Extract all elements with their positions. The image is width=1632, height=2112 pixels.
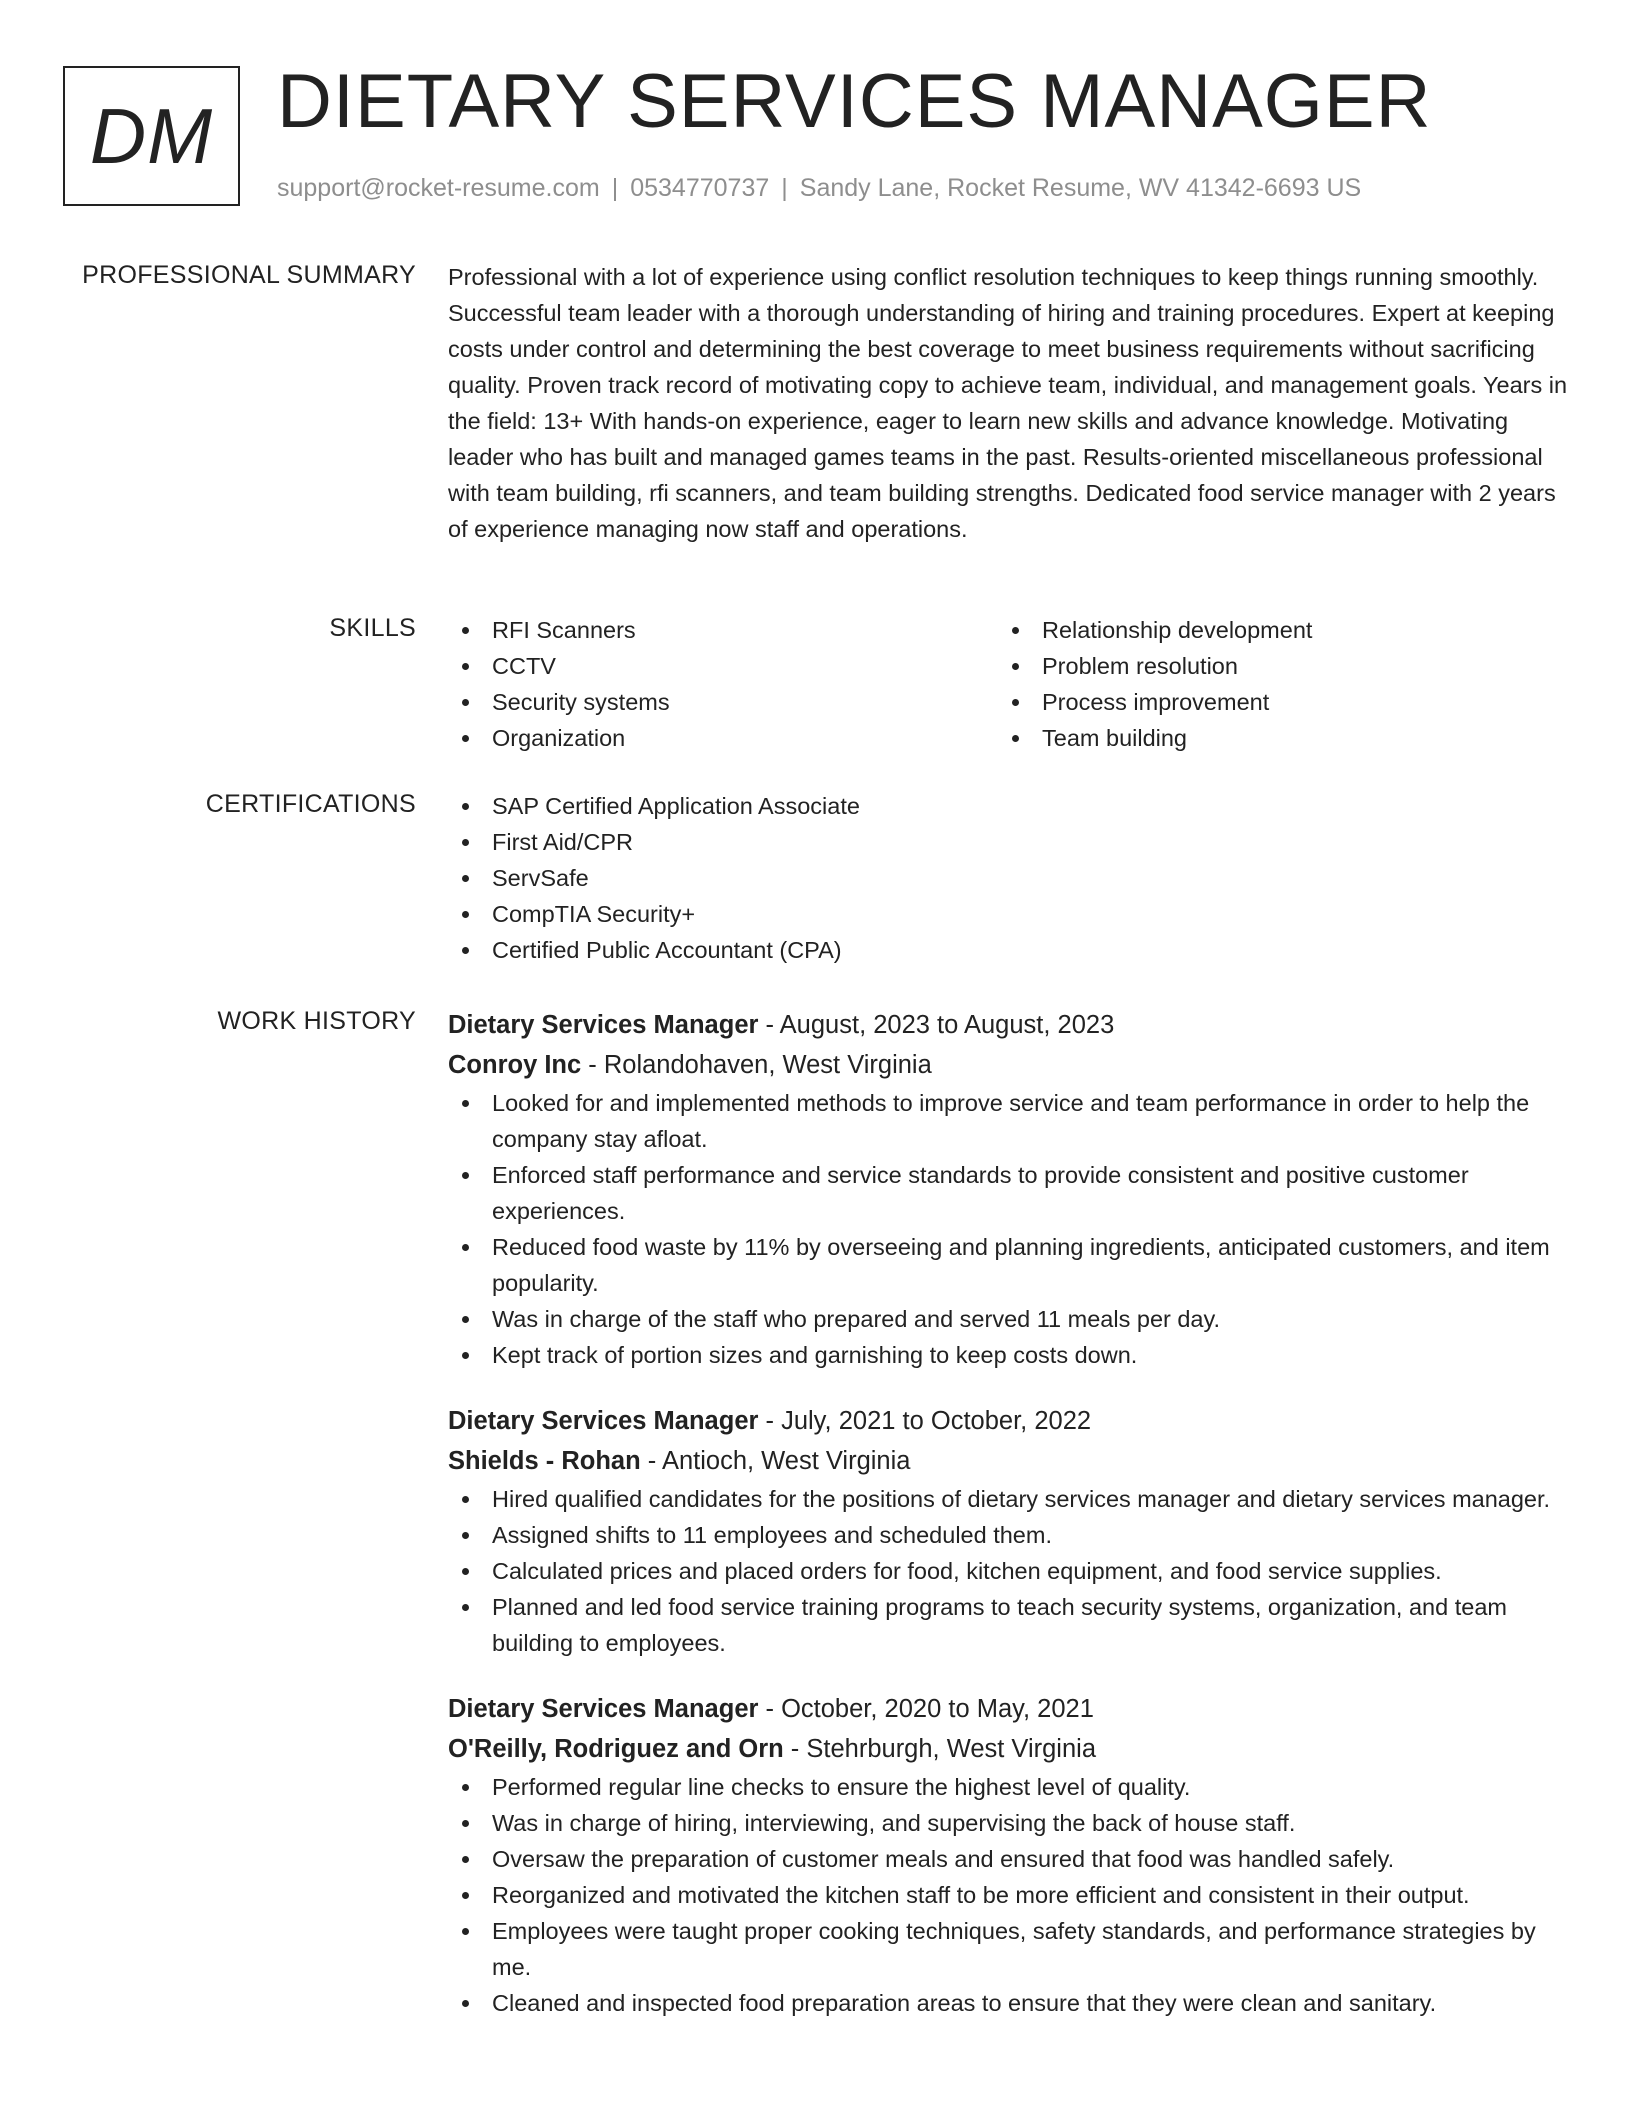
work-history-list — [448, 1005, 1572, 2021]
skill-item: Process improvement — [998, 684, 1548, 720]
certification-item: ServSafe — [448, 860, 1572, 896]
job-title: Dietary Services Manager — [448, 1695, 759, 1723]
job-bullet: Reduced food waste by 11% by overseeing and planning ingredients, anticipated customers, and item popularity. — [448, 1229, 1572, 1301]
skill-item: Problem resolution — [998, 648, 1548, 684]
skill-item: Team building — [998, 720, 1548, 756]
section-label-skills: SKILLS — [329, 614, 416, 642]
job-title: Dietary Services Manager — [448, 1011, 759, 1039]
job-bullet: Hired qualified candidates for the positions of dietary services manager and dietary services manager. — [448, 1481, 1572, 1517]
skill-item: CCTV — [448, 648, 998, 684]
skills-list — [448, 612, 1572, 756]
job-bullet: Calculated prices and placed orders for food, kitchen equipment, and food service supplies. — [448, 1553, 1572, 1589]
job-bullet: Planned and led food service training programs to teach security systems, organization, and team building to employees. — [448, 1589, 1572, 1661]
email[interactable]: support@rocket-resume.com — [277, 174, 600, 202]
job-title: Dietary Services Manager — [448, 1407, 759, 1435]
job-title-line — [448, 1005, 1572, 1045]
skills-column-right — [998, 612, 1548, 756]
job-bullet: Was in charge of the staff who prepared and served 11 meals per day. — [448, 1301, 1572, 1337]
certification-item: CompTIA Security+ — [448, 896, 1572, 932]
job-bullet: Assigned shifts to 11 employees and scheduled them. — [448, 1517, 1572, 1553]
job-location: - Antioch, West Virginia — [640, 1447, 911, 1475]
job-entry — [448, 1689, 1572, 2021]
monogram: DM — [63, 66, 240, 206]
separator: | — [611, 174, 619, 202]
skill-item: RFI Scanners — [448, 612, 998, 648]
section-label-summary: PROFESSIONAL SUMMARY — [82, 261, 416, 289]
phone[interactable]: 0534770737 — [630, 174, 770, 202]
job-bullet: Was in charge of hiring, interviewing, and supervising the back of house staff. — [448, 1805, 1572, 1841]
address: Sandy Lane, Rocket Resume, WV 41342-6693 US — [799, 174, 1362, 202]
job-bullet: Enforced staff performance and service standards to provide consistent and positive customer experiences. — [448, 1157, 1572, 1229]
job-bullet: Reorganized and motivated the kitchen staff to be more efficient and consistent in their output. — [448, 1877, 1572, 1913]
job-location: - Stehrburgh, West Virginia — [783, 1735, 1097, 1763]
job-bullet: Looked for and implemented methods to improve service and team performance in order to help the company stay afloat. — [448, 1085, 1572, 1157]
resume-title: DIETARY SERVICES MANAGER — [277, 59, 1432, 144]
job-bullets — [448, 1481, 1572, 1661]
job-company: O'Reilly, Rodriguez and Orn — [448, 1735, 784, 1763]
section-label-certifications: CERTIFICATIONS — [205, 790, 416, 818]
separator: | — [781, 174, 788, 202]
skill-item: Relationship development — [998, 612, 1548, 648]
summary-text: Professional with a lot of experience using conflict resolution techniques to keep things running smoothly. Successful team leader with a thorough understanding of hiring and training procedures. Expert at keeping costs under control and determining the best coverage to meet business requirements without sacrificing quality. Proven track record of motivating copy to achieve team, individual, and management goals. Years in the field: 13+ With hands-on experience, eager to learn new skills and advance knowledge. Motivating leader who has built and managed games teams in the past. Results-oriented miscellaneous professional with team building, rfi scanners, and team building strengths. Dedicated food service manager with 2 years of experience managing now staff and operations. — [448, 264, 1568, 542]
job-bullet: Kept track of portion sizes and garnishing to keep costs down. — [448, 1337, 1572, 1373]
certification-item: Certified Public Accountant (CPA) — [448, 932, 1572, 968]
job-entry — [448, 1401, 1572, 1661]
job-bullet: Performed regular line checks to ensure the highest level of quality. — [448, 1769, 1572, 1805]
job-bullets — [448, 1769, 1572, 2021]
job-bullet: Cleaned and inspected food preparation areas to ensure that they were clean and sanitary. — [448, 1985, 1572, 2021]
skills-column-left — [448, 612, 998, 756]
job-dates: - August, 2023 to August, 2023 — [758, 1011, 1115, 1039]
certification-item: SAP Certified Application Associate — [448, 788, 1572, 824]
job-dates: - October, 2020 to May, 2021 — [758, 1695, 1094, 1723]
skill-item: Security systems — [448, 684, 998, 720]
job-bullet: Employees were taught proper cooking techniques, safety standards, and performance strategies by me. — [448, 1913, 1572, 1985]
section-label-work-history: WORK HISTORY — [217, 1007, 416, 1035]
certifications-list — [448, 788, 1572, 968]
job-company-line — [448, 1441, 1572, 1481]
job-dates: - July, 2021 to October, 2022 — [758, 1407, 1092, 1435]
job-location: - Rolandohaven, West Virginia — [581, 1051, 932, 1079]
job-company-line — [448, 1045, 1572, 1085]
job-entry — [448, 1005, 1572, 1373]
job-company-line — [448, 1729, 1572, 1769]
skill-item: Organization — [448, 720, 998, 756]
job-company: Conroy Inc — [448, 1051, 582, 1079]
job-company: Shields - Rohan — [448, 1447, 641, 1475]
contact-line — [277, 174, 1361, 203]
job-bullet: Oversaw the preparation of customer meals and ensured that food was handled safely. — [448, 1841, 1572, 1877]
certification-item: First Aid/CPR — [448, 824, 1572, 860]
job-bullets — [448, 1085, 1572, 1373]
job-title-line — [448, 1401, 1572, 1441]
job-title-line — [448, 1689, 1572, 1729]
